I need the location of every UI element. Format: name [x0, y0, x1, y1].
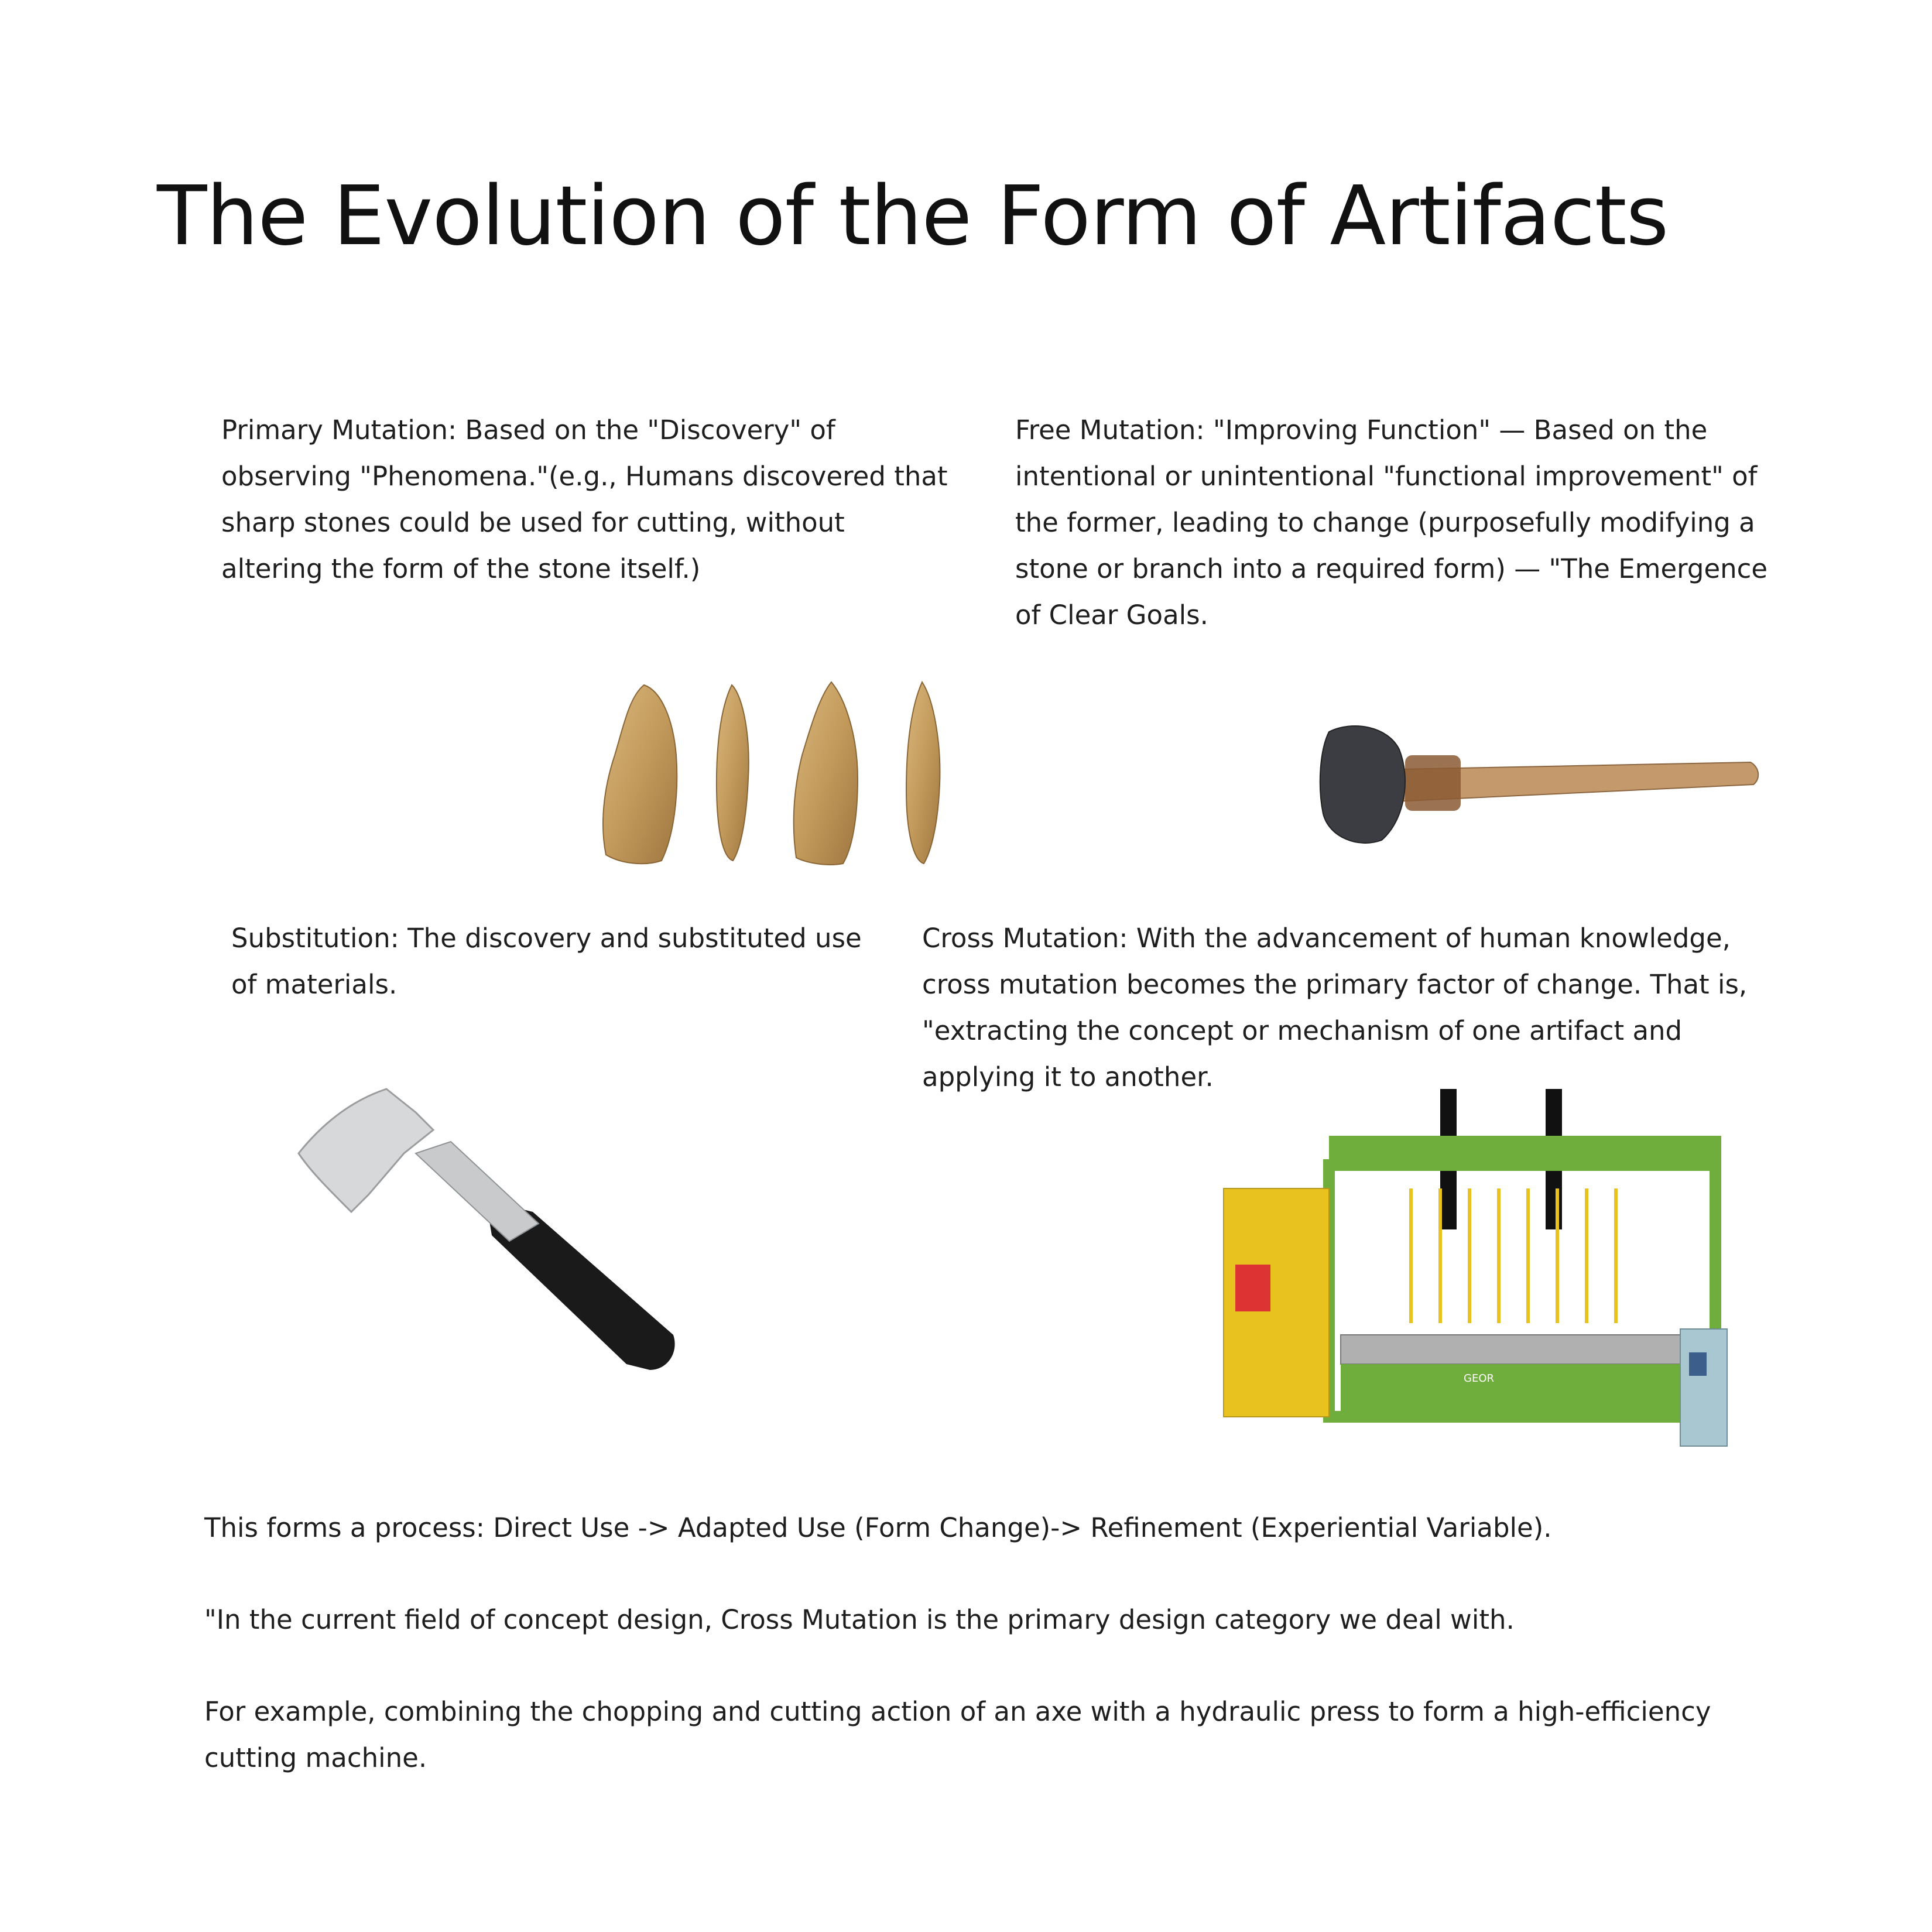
press-control-panel	[1680, 1329, 1727, 1446]
stone-tool-3	[794, 682, 858, 865]
press-base	[1341, 1364, 1704, 1417]
primitive-axe-image	[1317, 714, 1768, 855]
modern-axe-image	[299, 1089, 685, 1382]
axe-shaft	[416, 1142, 539, 1241]
concept-design-text: "In the current field of concept design, Cross Mutation is the primary design category we deal with.	[204, 1604, 1515, 1635]
axe-head	[299, 1089, 433, 1212]
leather-binding	[1405, 755, 1461, 811]
page-title: The Evolution of the Form of Artifacts	[157, 169, 1669, 264]
press-guard-bars	[1411, 1188, 1616, 1323]
press-warning-label	[1235, 1265, 1270, 1311]
press-platen	[1341, 1335, 1704, 1364]
substitution-text: Substitution: The discovery and substituted use of materials.	[231, 923, 862, 1000]
primary-mutation-text: Primary Mutation: Based on the "Discovery" of observing "Phenomena."(e.g., Humans discovered that sharp stones could be used for cutting, without altering the form of the stone itself.)	[221, 415, 948, 584]
stone-head	[1320, 726, 1405, 843]
press-brand-label: GEOR	[1464, 1372, 1494, 1385]
stone-tool-4	[906, 682, 940, 864]
stone-tool-2	[717, 685, 749, 861]
process-summary-text: This forms a process: Direct Use -> Adapted Use (Form Change)-> Refinement (Experiential Variable).	[204, 1512, 1552, 1543]
cross-mutation-text: Cross Mutation: With the advancement of human knowledge, cross mutation becomes the primary factor of change. That is, "extracting the concept or mechanism of one artifact and applying it to another.	[922, 923, 1748, 1092]
press-panel-screen	[1689, 1352, 1707, 1376]
example-text: For example, combining the chopping and cutting action of an axe with a hydraulic press to form a high-efficiency cutting machine.	[204, 1696, 1711, 1773]
free-mutation-text: Free Mutation: "Improving Function" — Based on the intentional or unintentional "functional improvement" of the former, leading to change (purposefully modifying a stone or branch into a required form) — "The Emergence of Clear Goals.	[1015, 415, 1768, 631]
stone-tools-image	[597, 673, 972, 872]
hydraulic-press-image	[1218, 1089, 1733, 1464]
stone-tool-1	[603, 685, 677, 864]
